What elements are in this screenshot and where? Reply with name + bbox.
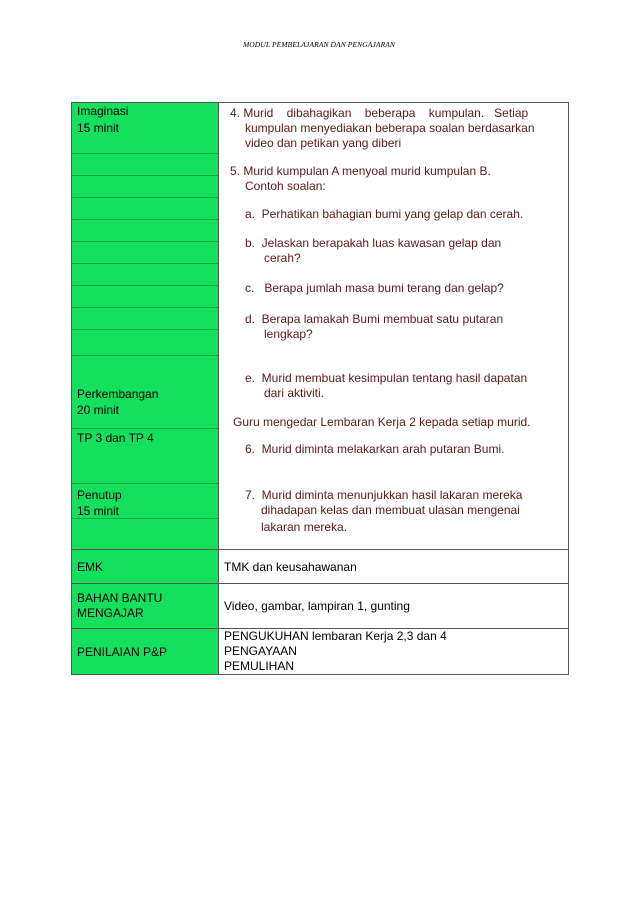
stage-tp: TP 3 dan TP 4 (77, 431, 154, 445)
stage-imaginasi: Imaginasi (77, 104, 129, 118)
bahan-value: Video, gambar, lampiran 1, gunting (224, 599, 410, 613)
question-a: a. Perhatikan bahagian bumi yang gelap dan cerah. (245, 207, 524, 221)
question-e-line-2: dari aktiviti. (264, 386, 325, 400)
emk-label: EMK (77, 559, 104, 574)
question-c: c. Berapa jumlah masa bumi terang dan gelap? (245, 281, 504, 295)
bahan-label-2: MENGAJAR (77, 606, 144, 620)
penilaian-label: PENILAIAN P&P (77, 644, 168, 659)
penilaian-row (72, 629, 569, 675)
question-d-line-1: d. Berapa lamakah Bumi membuat satu putaran (245, 312, 504, 326)
item-4-line-3: video dan petikan yang diberi (245, 136, 402, 150)
item-7-line-2: dihadapan kelas dan membuat ulasan mengenai (261, 503, 520, 517)
item-4-line-2: kumpulan menyediakan beberapa soalan berdasarkan (245, 121, 535, 135)
item-5-line-1: 5. Murid kumpulan A menyoal murid kumpulan B. (230, 164, 491, 178)
item-5-line-2: Contoh soalan: (245, 179, 326, 193)
lesson-table (71, 102, 569, 675)
emk-value: TMK dan keusahawanan (224, 559, 357, 574)
question-e-line-1: e. Murid membuat kesimpulan tentang hasil dapatan (245, 371, 528, 385)
bahan-label-1: BAHAN BANTU (77, 591, 163, 605)
item-4-line-1: 4. Murid dibahagikan beberapa kumpulan. Setiap (230, 106, 529, 120)
stage-penutup-time: 15 minit (77, 504, 120, 518)
penilaian-value-2: PENGAYAAN (224, 644, 297, 658)
question-b-line-1: b. Jelaskan berapakah luas kawasan gelap dan (245, 236, 502, 250)
question-b-line-2: cerah? (264, 251, 301, 265)
stage-perkembangan: Perkembangan (77, 387, 159, 401)
item-6: 6. Murid diminta melakarkan arah putaran Bumi. (245, 442, 505, 456)
question-d-line-2: lengkap? (264, 327, 313, 341)
document-header: MODUL PEMBELAJARAN DAN PENGAJARAN (242, 40, 396, 49)
bahan-row (72, 584, 569, 629)
item-7-line-1: 7. Murid diminta menunjukkan hasil lakaran mereka (245, 488, 523, 502)
stage-penutup: Penutup (77, 488, 122, 502)
stage-imaginasi-time: 15 minit (77, 121, 120, 135)
item-7-line-3: lakaran mereka. (261, 520, 348, 534)
guru-instruction: Guru mengedar Lembaran Kerja 2 kepada setiap murid. (233, 415, 531, 429)
penilaian-value-1: PENGUKUHAN lembaran Kerja 2,3 dan 4 (224, 629, 447, 643)
penilaian-value-3: PEMULIHAN (224, 659, 295, 673)
activity-row (72, 103, 569, 550)
emk-row (72, 550, 569, 584)
activity-column (219, 103, 569, 550)
stage-perkembangan-time: 20 minit (77, 403, 120, 417)
stage-column (72, 103, 219, 550)
